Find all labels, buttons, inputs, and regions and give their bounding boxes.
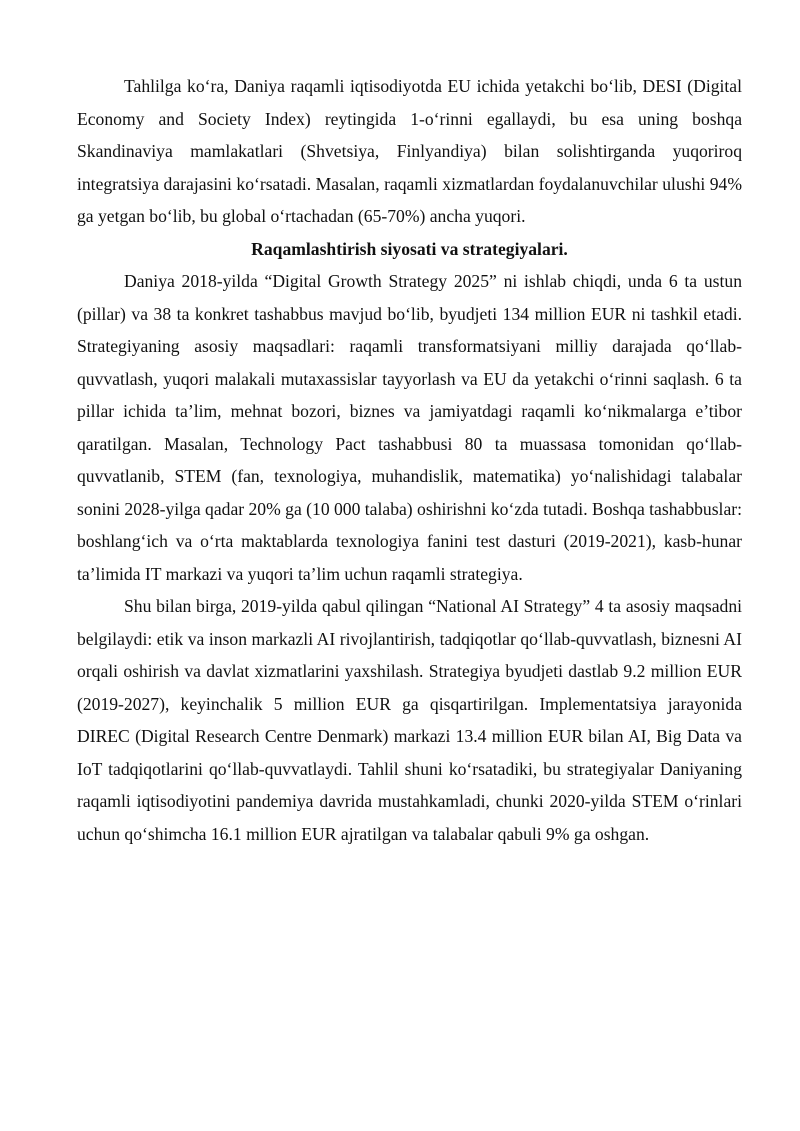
paragraph-desi-ranking: Tahlilga ko‘ra, Daniya raqamli iqtisodiyotda EU ichida yetakchi bo‘lib, DESI (Digital Economy and Society Index) reytingida 1-o‘rinni egallaydi, bu esa uning boshqa Skandinaviya mamlakatlari (Shvetsiya, Finlyandiya) bilan solishtirganda yuqoriroq integratsiya darajasini ko‘rsatadi. Masalan, raqamli xizmatlardan foydalanuvchilar ulushi 94% ga yetgan bo‘lib, bu global o‘rtachadan (65-70%) ancha yuqori. — [77, 76, 742, 226]
paragraph-digital-growth-strategy: Daniya 2018-yilda “Digital Growth Strategy 2025” ni ishlab chiqdi, unda 6 ta ustun (pillar) va 38 ta konkret tashabbus mavjud bo‘lib, byudjeti 134 million EUR ni tashkil etadi. Strategiyaning asosiy maqsadlari: raqamli transformatsiyani milliy darajada qo‘llab-quvvatlash, yuqori malakali mutaxassislar tayyorlash va EU da yetakchi o‘rinni saqlash. 6 ta pillar ichida ta’lim, mehnat bozori, biznes va jamiyatdagi raqamli ko‘nikmalarga e’tibor qaratilgan. Masalan, Technology Pact tashabbusi 80 ta muassasa tomonidan qo‘llab-quvvatlanib, STEM (fan, texnologiya, muhandislik, matematika) yo‘nalishidagi talabalar sonini 2028-yilga qadar 20% ga (10 000 talaba) oshirishni ko‘zda tutadi. Boshqa tashabbuslar: boshlang‘ich va o‘rta maktablarda texnologiya fanini test dasturi (2019-2021), kasb-hunar ta’limida IT markazi va yuqori ta’lim uchun raqamli strategiya. — [77, 271, 742, 584]
section-heading: Raqamlashtirish siyosati va strategiyalari. — [251, 238, 568, 259]
paragraph-national-ai-strategy: Shu bilan birga, 2019-yilda qabul qilingan “National AI Strategy” 4 ta asosiy maqsadni belgilaydi: etik va inson markazli AI rivojlantirish, tadqiqotlar qo‘llab-quvvatlash, biznesni AI orqali oshirish va davlat xizmatlarini yaxshilash. Strategiya byudjeti dastlab 9.2 million EUR (2019-2027), keyinchalik 5 million EUR ga qisqartirilgan. Implementatsiya jarayonida DIREC (Digital Research Centre Denmark) markazi 13.4 million EUR bilan AI, Big Data va IoT tadqiqotlarini qo‘llab-quvvatlaydi. Tahlil shuni ko‘rsatadiki, bu strategiyalar Daniyaning raqamli iqtisodiyotini pandemiya davrida mustahkamladi, chunki 2020-yilda STEM o‘rinlari uchun qo‘shimcha 16.1 million EUR ajratilgan va talabalar qabuli 9% ga oshgan. — [77, 596, 742, 844]
document-body — [77, 70, 742, 850]
